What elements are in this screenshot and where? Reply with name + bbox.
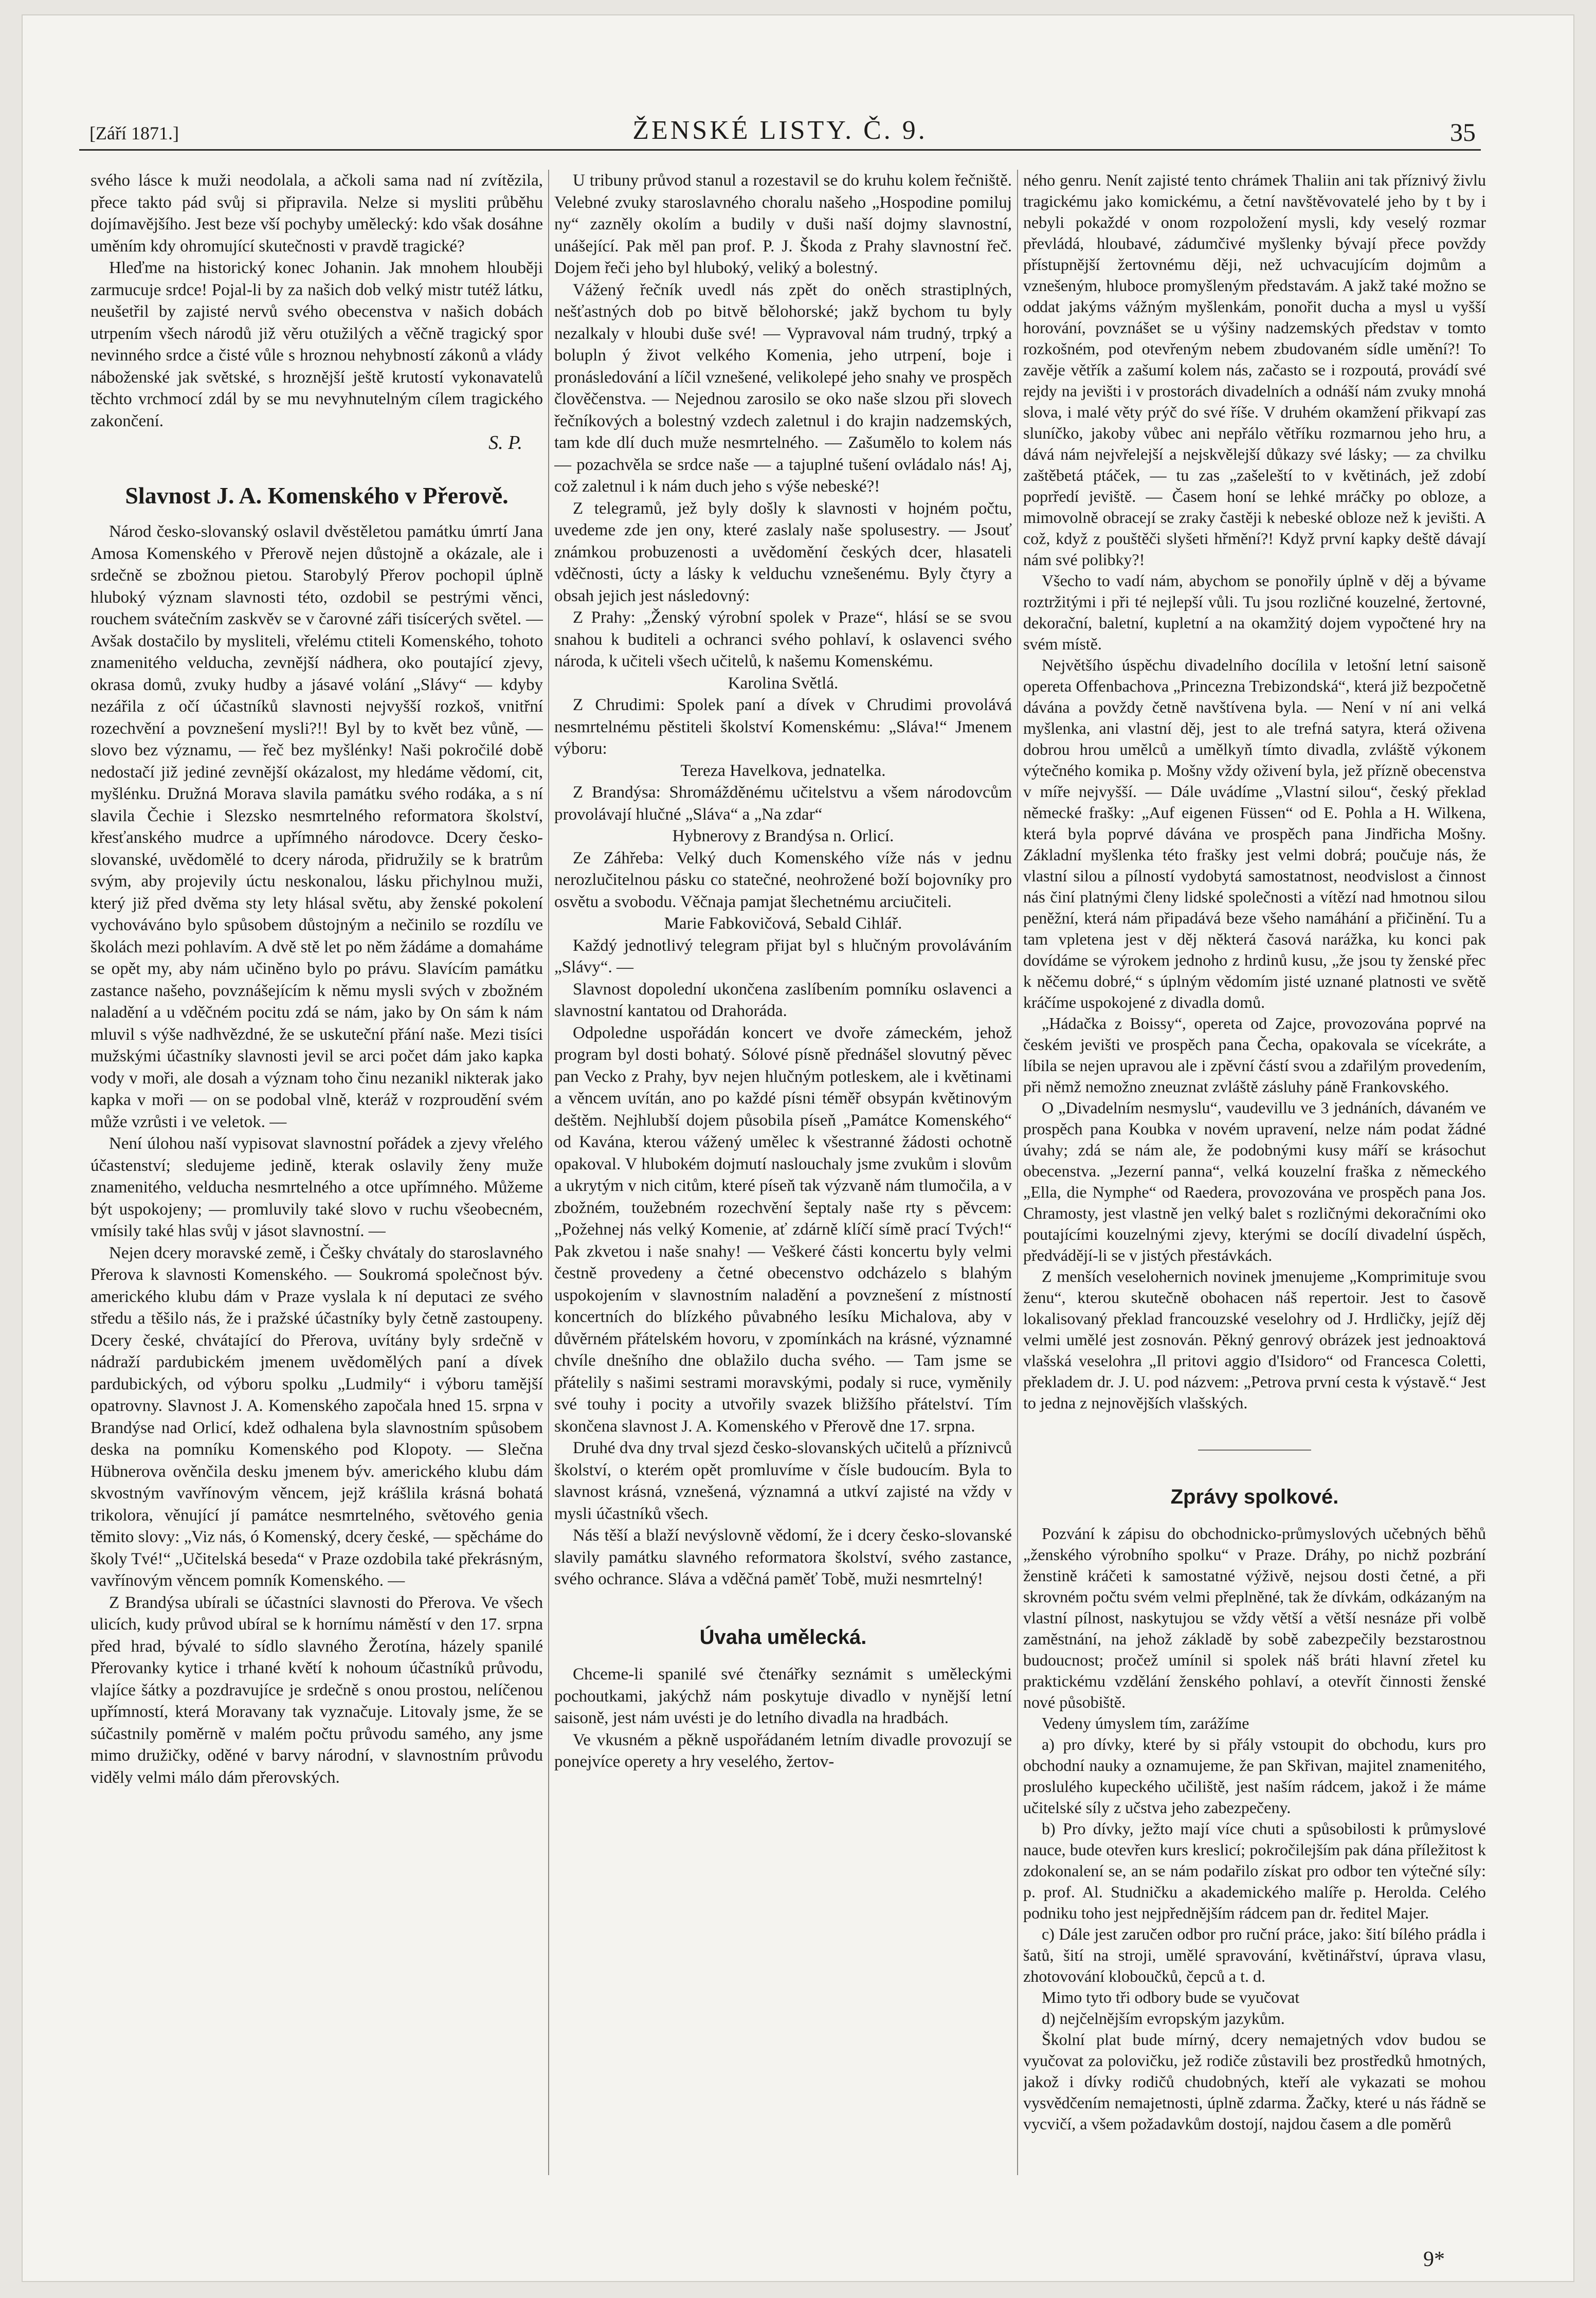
- paragraph: Hleďme na historický konec Johanin. Jak mnohem hlouběji zarmucuje srdce! Pojal-li by za našich dob velký mistr tutéž látku, neušetřil by zajisté nervů svého obecenstva v našich dobách utrpením všech národů již věru otužilých a věčně tragický spor nevinného srdce a čisté vůle s hroznou nehybností zákonů a vlády náboženské jak světské, s hroznější ještě krutostí vykonavatelů těchto vrchmocí zdál by se mu nevyhnutelným cílem tragického zakončení.: [90, 259, 543, 430]
- paragraph: Slavnost dopolední ukončena zaslíbením pomníku oslavenci a slavnostní kantatou od Drahoráda.: [554, 980, 1012, 1020]
- telegram-signature: Marie Fabkovičová, Sebald Cihlář.: [664, 914, 902, 933]
- page-number: 35: [1450, 118, 1476, 147]
- page-header: [79, 108, 1481, 151]
- telegram-prague: Z Prahy: „Ženský výrobní spolek v Praze“, hlásí se se svou snahou k buditeli a ochranci svého pohlaví, k oslavenci svého národa, k učiteli všech učitelů, k našemu Komenskému.: [554, 608, 1012, 671]
- paragraph: O „Divadelním nesmyslu“, vaudevillu ve 3 jednáních, dávaném ve prospěch pana Koubka v novém upravení, nelze nám podat žádné úvahy; zdá se nám ale, že podobnými kusy máří se krásochut obecenstva. „Jezerní panna“, velká kouzelní fraška z německého „Ella, die Nymphe“ od Raedera, provozována ve prospěch pana Jos. Chramosty, jest vlastně jen velký balet s rozličnými dekoračními oko poutajícími kouzelnými zjevy, kterými se docílí divadelní úspěch, předvádějí-li se v jistých přestávkách.: [1023, 1098, 1486, 1264]
- paragraph: Ve vkusném a pěkně uspořádaném letním divadle provozují se ponejvíce operety a hry veselého, žertov-: [554, 1730, 1012, 1771]
- paragraph: Národ česko-slovanský oslavil dvěstěletou památku úmrtí Jana Amosa Komenského v Přerově nejen důstojně a okázale, ale i srdečně se zbožnou pietou. Starobylý Přerov pochopil úplně hluboký význam slavnosti této, ozdobil se pestrými věnci, rouchem svátečním zaskvěv se v čarovné záři tisícerých světel. — Avšak dostačilo by mysliteli, vřelému ctiteli Komenského, tohoto znamenitého velducha, zevnější nádhera, oko poutající zjevy, okrasa domů, zvuky hudby a jásavé volání „Slávy“ — kdyby nezářila z očí účastníků slavnosti nejvyšší rozkoš, vnitřní rozechvění a povznešení mysli?!! Byl by to květ bez vůně, — slovo bez významu, — řeč bez myšlénky! Naši pokročilé době nedostačí již jediné zevnější okázalost, my hledáme vědomí, cit, myšlénku. Družná Morava slavila památku svého rodáka, a s ní slavila Čechie i Slezsko nesmrtelného reformatora školství, křesťanského mudrce a upřímného národovce. Dcery česko-slovanské, uvědomělé to dcery národa, přidružily se k bratrům svým, aby projevily úctu neskonalou, lásku přichylnou muži, který již před dvěma sty lety hlásal světu, aby ženské pokolení vychováváno bylo spůsobem důstojným a nečinilo se rozdílu ve školách mezi pohlavím. A dvě stě let po něm žádáme a domaháme se opět my, aby nám učiněno bylo po právu. Slavícím památku zastance našeho, povznášejícím k němu mysli svých v zbožném naladění a u vděčném pocitu zdá se nám, jako by On sám k nám mluvil s výše nadhvězdné, že se uskuteční přání naše. Mezi tisíci mužskými účastníky slavnosti jevil se arci počet dám jako kapka vody v moři, ale dosah a význam toho činu nezanikl nikterak jako kapka v moři — on se podobal vlně, kteráž v rozproudění svém může vzrůsti i ve veletok. —: [90, 522, 543, 1131]
- telegram-signature: Tereza Havelkova, jednatelka.: [680, 761, 886, 780]
- issue-date: [Září 1871.]: [89, 123, 179, 143]
- paragraph: Z telegramů, jež byly došly k slavnosti v hojném počtu, uvedeme zde jen ony, které zaslaly naše spolusestry. — Jsouť známkou probuzenosti a uvědomění českých dcer, hlasateli vděčnosti, úcty a lásky k velduchu vznešenému. Byly čtyry a obsah jejich jest následovný:: [554, 499, 1012, 605]
- paragraph: Odpoledne uspořádán koncert ve dvoře zámeckém, jehož program byl dosti bohatý. Sólové písně přednášel slovutný pěvec pan Vecko z Prahy, byv nejen hlučným potleskem, ale i květinami a věncem uvítán, ano po každé písni téměř obsypán květinovým deštěm. Nejhlubší dojem působila píseň „Památce Komenského“ od Kavána, kterou vážený umělec k všestranné žádosti ochotně opakoval. V hlubokém dojmutí naslouchaly jsme zvukům i slovům a ukrytým v nich citům, které píseň tak výzvaně nám tlumočila, a v zbožném, toužebném rozechvění šeptaly naše rty s pěvcem: „Požehnej nás velký Komenie, ať zdárně klíčí símě prací Tvých!“ Pak zkvetou i naše snahy! — Veškeré části koncertu byly velmi čestně provedeny a četné obecenstvo odcházelo s blahým uspokojením v slavnostním naladění a povznešení z místností koncertních do blízkého půvabného lesíku Michalova, aby v důvěrném přátelském hovoru, v zpomínkách na krásné, významné chvíle dnešního dne oblažilo ducha svého. — Tam jsme se přátelily s našimi sestrami moravskými, podaly si ruce, vyměnily své touhy i pocity a utvořily svazek bližšího přátelství. Tím skončena slavnost J. A. Komenského v Přerově dne 17. srpna.: [554, 1023, 1012, 1436]
- telegram-zagreb: Ze Záhřeba: Velký duch Komenského víže nás v jednu nerozlučitelnou pásku co statečné, neohrožené boží bojovníky pro osvětu a svobodu. Věčnaja pamjat šlechetnému arciučiteli.: [554, 848, 1012, 911]
- paragraph: a) pro dívky, které by si přály vstoupit do obchodu, kurs pro obchodní nauky a oznamujeme, že pan Skřivan, majitel znamenitého, proslulého kupeckého učiliště, jest naším rádcem, jakož i že máme učitelské síly z učstva jeho zabezpečeny.: [1023, 1735, 1486, 1817]
- paragraph: Každý jednotlivý telegram přijat byl s hlučným provoláváním „Slávy“. —: [554, 936, 1012, 976]
- paragraph: c) Dále jest zaručen odbor pro ruční práce, jako: šití bílého prádla i šatů, šití na stroji, umělé spravování, květinářství, úprava vlasu, zhotovování kloboučků, čepců a t. d.: [1023, 1925, 1486, 1985]
- section-divider: [1198, 1450, 1311, 1451]
- column-1: [90, 170, 543, 2227]
- column-rule-left: [548, 170, 549, 2175]
- paragraph: Vážený řečník uvedl nás zpět do oněch strastiplných, nešťastných dob po bitvě bělohorské; jakž bychom tu byly nezalkaly v hloubi duše své! — Vypravoval nám trudný, trpký a bolupln ý život velkého Komenia, jeho utrpení, boje i pronásledování a líčil vznešené, velikolepé jeho snahy ve prospěch člověčenstva. — Nejednou zarosilo se oko naše slzou při slovech řečníkových a bolestný vzdech zaletnul i do krajin nadzemských, tam kde dlí duch muže nesmrtelného. — Zašumělo to kolem nás — pozachvěla se srdce naše — a tajuplné tušení ovládalo nás! Aj, což zaletnul i k nám duch jeho s výše nebeské?!: [554, 280, 1012, 496]
- paragraph: Mimo tyto tři odbory bude se vyučovat: [1042, 1988, 1300, 2006]
- paragraph: d) nejčelnějším evropským jazykům.: [1042, 2009, 1285, 2028]
- telegram-chrudim: Z Chrudimi: Spolek paní a dívek v Chrudimi provolává nesmrtelnému pěstiteli školství Komenskému: „Sláva!“ Jmenem výboru:: [554, 696, 1012, 758]
- paragraph: ného genru. Nenít zajisté tento chrámek Thaliin ani tak příznivý živlu tragickému jako komickému, a četní navštěvovatelé jeho by t by i nebyli pokaždé v onom rozpoložení mysli, kdy veselý rozmar převládá, hloubavé, zádumčivé myšlenky bývají přece povždy přístupnější žertovnému ději, než uchvacujícím dojmům a vznešeným, hluboce promyšleným představám. A jakž také možno se oddat jakýms vážným myšlenkám, ponořit ducha a mysl u vyšší horování, povznášet se u výšiny nadzemských představ v tomto rozkošném, pod otevřeným nebem zbudovaném sídle umění?! To zavěje větřík a zašumí kolem nás, začasto se i rozpoutá, provádí své rejdy na jevišti i v prostorách divadelních a odnáší nám zvuky mnohá slova, i malé věty prýč do své říše. V druhém okamžení přikvapí zas sluníčko, jakoby vůbec ani nepřálo větříku rozmarnou jeho hru, a dává nám nejvřelejší a nejskvělejší důkazy své lásky; — za chvilku zaštěbetá ptáček, — tu zas „zašeleští to v květinách, jež zdobí poprředí jeviště. — Časem honí se lehké mráčky po obloze, a mimovolně obracejí se zraky častěji k nebeské obloze než k jevišti. A což, když z pouštěči slyšeti hřmění?! Když první kapky deště dávají nám své polibky?!: [1023, 171, 1486, 569]
- column-3: [1023, 170, 1486, 2227]
- author-signature: S. P.: [488, 432, 522, 454]
- paragraph: Druhé dva dny trval sjezd česko-slovanských učitelů a příznivců školství, o kterém opět promluvíme v čísle budoucím. Byla to slavnost krásná, vznešená, významná a utkví zajisté na vždy v mysli účastníků všech.: [554, 1439, 1012, 1523]
- paragraph: Pozvání k zápisu do obchodnicko-průmyslových učebných běhů „ženského výrobního spolku“ v Praze. Dráhy, po nichž pozbrání ženstině kráčeti k samostatné výživě, nejsou dosti četné, a při skrovném počtu svém velmi přeplněné, tak že dívkám, odkázaným na vlastní pílnost, naskytujou se vždy větší a větší nesnáze při volbě zaměstnání, na jehož základě by sobě zabezpečily bezstarostnou budoucnost; pročež umínil si spolek náš bráti hlavní zřetel ku praktickému vzdělání ženského pohlaví, a otevřít činnosti ženské nové působiště.: [1023, 1524, 1486, 1711]
- paragraph: „Hádačka z Boissy“, opereta od Zajce, provozována poprvé na českém jevišti ve prospěch pana Čecha, opakovala se vícekráte, a líbila se nejen upravou ale i zpěvní částí svou a zdařilým provedením, při němž nemožno zneuznat zvláště zásluhy páně Frankovského.: [1023, 1014, 1486, 1096]
- telegram-signature: Hybnerovy z Brandýsa n. Orlicí.: [672, 827, 894, 845]
- paragraph: U tribuny průvod stanul a rozestavil se do kruhu kolem řečniště. Velebné zvuky staroslavného choralu našeho „Hospodine pomiluj ny“ zazněly okolím a budily v duši naší dojmy slavnostní, unášející. Pak měl pan prof. P. J. Škoda z Prahy slavnostní řeč. Dojem řeči jeho byl hluboký, veliký a bolestný.: [554, 171, 1012, 277]
- paragraph: Není úlohou naší vypisovat slavnostní pořádek a zjevy vřelého účastenství; sledujeme jedině, kterak oslavily ženy muže znamenitého, velducha nesmrtelného a otce upřímného. Můžeme být uspokojeny; — promluvily také slovo v ruchu všeobecném, vmísily také hlas svůj v jásot slavnostní. —: [90, 1134, 543, 1240]
- article-heading-zpravy: Zprávy spolkové.: [1170, 1486, 1339, 1508]
- paragraph: Nás těší a blaží nevýslovně vědomí, že i dcery česko-slovanské slavily památku slavného reformatora školství, svého zastance, svého ochrance. Sláva a vděčná paměť Tobě, muži nesmrtelný!: [554, 1526, 1012, 1588]
- telegram-brandys: Z Brandýsa: Shromážděnému učitelstvu a všem národovcům provolávají hlučné „Sláva“ a „Na zdar“: [554, 783, 1012, 824]
- article-heading-uvaha: Úvaha umělecká.: [699, 1625, 867, 1649]
- paragraph: Školní plat bude mírný, dcery nemajetných vdov budou se vyučovat za polovičku, jež rodiče zůstavili bez prostředků hmotných, jakož i dívky rodičů chudobných, kteří ale vykazati se mohou vysvědčením nemajetnosti, úplně zdarma. Žačky, které u nás řádně se vycvičí, a všem požadavkům dostojí, najdou časem a dle poměrů: [1023, 2030, 1486, 2133]
- paragraph: Vedeny úmyslem tím, zarážíme: [1042, 1714, 1249, 1732]
- paragraph: Nejen dcery moravské země, i Češky chvátaly do staroslavného Přerova k slavnosti Komenského. — Soukromá společnost býv. amerického klubu dám v Praze vyslala k ní deputaci ze svého středu a těšilo nás, že i pražské účastníky byly četně zastoupeny. Dcery české, chvátající do Přerova, uvítány byly srdečně v nádraží pardubickém jmenem uvědomělých paní a dívek pardubických, od výboru spolku „Ludmily“ i výboru tamější opatrovny. Slavnost J. A. Komenského započala hned 15. srpna v Brandýse nad Orlicí, kdež odhalena byla slavnostním spůsobem deska na pomníku Komenského pod Klopoty. — Slečna Hübnerova ověnčila desku jmenem býv. amerického klubu dám skvostným vavřínovým věncem, jejž krášlila krásná bohatá trikolora, věnující jí památce nesmrtelného, světového genia těmito slovy: „Viz nás, ó Komenský, dcery české, — spěcháme do školy Tvé!“ „Učitelská beseda“ v Praze ozdobila také překrásným, vavřínovým věncem pomník Komenského. —: [90, 1243, 543, 1590]
- paragraph: Všecho to vadí nám, abychom se ponořily úplně v děj a bývame roztržitými i při té nejlepší vůli. Tu jsou rozličné kouzelné, žertovné, dekorační, baletní, kupletní a na okamžitý dojem vypočtené hry na svém místě.: [1023, 571, 1486, 653]
- telegram-signature: Karolina Světlá.: [728, 674, 839, 693]
- article-heading-komensky: Slavnost J. A. Komenského v Přerově.: [125, 482, 509, 509]
- paragraph: Z Brandýsa ubírali se účastníci slavnosti do Přerova. Ve všech ulicích, kudy průvod ubíral se k hornímu náměstí v den 17. srpna před hrad, bývalé to sídlo slavného Žerotína, házely spanilé Přerovanky kytice i trhané květí k nohoum účastníků průvodu, vlajíce šátky a pozdravujíce je srdečně s onou prostou, nelíčenou upřímností, která Moravany tak vyznačuje. Litovaly jsme, že se súčastnily poměrně v malém počtu průvodu samého, any jsme mimo družičky, oděné v barvy národní, v slavnostním průvodu viděly velmi málo dám přerovských.: [90, 1593, 543, 1787]
- paragraph: Z menších veselohernich novinek jmenujeme „Komprimituje svou ženu“, kterou skutečně obohacen náš repertoir. Jest to časově lokalisovaný překlad francouzské veselohry od J. Hrdličky, jejíž děj velmi umělé jest zosnován. Pěkný genrový obrázek jest jednoaktová vlašská veselohra „Il pritovi aggio d'Isidoro“ od Francesca Coletti, překladem dr. J. U. pod názvem: „Petrova první cesta k výstavě.“ Jest to jedna z nejnovějších vlašských.: [1023, 1267, 1486, 1412]
- signature-mark: 9*: [1423, 2248, 1445, 2271]
- column-2: [554, 170, 1012, 2227]
- column-rule-right: [1017, 170, 1018, 2175]
- journal-title: ŽENSKÉ LISTY. Č. 9.: [632, 116, 928, 145]
- newspaper-page: [22, 14, 1574, 2282]
- paragraph: svého lásce k muži neodolala, a ačkoli sama nad ní zvítězila, přece takto pád svůj si připravila. Nelze si mysliti průběhu dojímavějšího. Jest beze vší pochyby umělecký: kdo však dosáhne uměním kdy ohromující skutečnosti v pravdě tragické?: [90, 171, 543, 256]
- paragraph: Chceme-li spanilé své čtenářky seznámit s uměleckými pochoutkami, jakýchž nám poskytuje divadlo v nynější letní saisoně, jest nám uvésti je do letního divadla na hradbách.: [554, 1665, 1012, 1727]
- paragraph: Největšího úspěchu divadelního docílila v letošní letní saisoně opereta Offenbachova „Princezna Trebizondská“, která již bezpočetně dávána a povždy četně navštívena byla. — Není v ní ani velká myšlenka, ani vlastní děj, jest to ale trefná satyra, která oživena dobrou hrou umělců a umělkyň tímto divadla, zvláště výkonem výtečného komika p. Mošny vždy oživení byla, jež přízně obecenstva v míře nejvyšší. — Dále uvádíme „Vlastní silou“, český překlad německé frašky: „Auf eigenen Füssen“ od E. Pohla a H. Wilkena, která byla poprvé dávána ve prospěch pana Jindřicha Mošny. Základní myšlenka této frašky jest velmi dobrá; poučuje nás, že vlastní silou a pílností vydobytá samostatnost, neodvislost a činnost nás činí platnými členy lidské společnosti a vítězí nad hmotnou silou peněžní, která nám připadává beze všeho namáhání a přičinění. Tu a tam vpletena jest v děj některá časová narážka, ku konci pak dovídáme se výrokem jednoho z hrdinů kusu, „že jsou ty ženské přec k něčemu dobré,“ s úplným vědomím jisté uznané platnosti ve světě kráčíme uspokojené z divadla domů.: [1023, 656, 1486, 1011]
- paragraph: b) Pro dívky, ježto mají více chuti a spůsobilosti k průmyslové nauce, bude otevřen kurs kreslicí; pokročilejším pak dána příležitost k zdokonalení se, an se nám podařilo získat pro odbor ten výtečné síly: p. prof. Al. Studničku a akademického malíře p. Herolda. Celého podniku toho jest nejpřednějším rádcem pan dr. ředitel Majer.: [1023, 1819, 1486, 1922]
